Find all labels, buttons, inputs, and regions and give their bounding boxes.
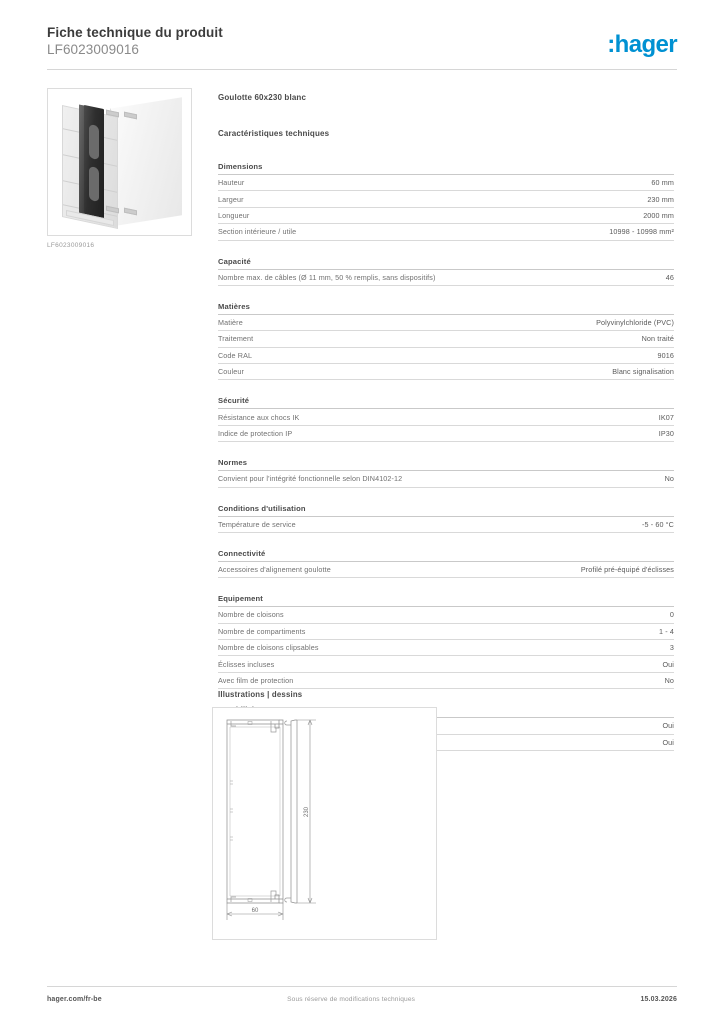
product-reference: LF6023009016 bbox=[47, 42, 140, 57]
dimension-label-width: 60 bbox=[251, 908, 259, 914]
spec-label: Code RAL bbox=[218, 350, 253, 360]
product-name: Goulotte 60x230 blanc bbox=[218, 93, 307, 102]
illustrations-title: Illustrations | dessins bbox=[218, 690, 303, 699]
spec-row bbox=[218, 517, 674, 533]
spec-value: Profilé pré-équipé d'éclisses bbox=[580, 565, 674, 575]
spec-row bbox=[218, 331, 674, 347]
spec-row bbox=[218, 607, 674, 623]
spec-value: 230 mm bbox=[647, 194, 674, 204]
product-photo-scene bbox=[48, 89, 191, 235]
spec-group bbox=[218, 396, 674, 442]
spec-label: Couleur bbox=[218, 367, 245, 377]
page-title: Fiche technique du produit bbox=[47, 25, 223, 40]
spec-row bbox=[218, 175, 674, 191]
spec-group-title: Conditions d'utilisation bbox=[218, 504, 674, 517]
footer-disclaimer: Sous réserve de modifications techniques bbox=[287, 996, 416, 1003]
spec-label: Hauteur bbox=[218, 178, 245, 188]
spec-group-title: Sécurité bbox=[218, 396, 674, 409]
spec-value: 0 bbox=[669, 610, 674, 620]
spec-row bbox=[218, 562, 674, 578]
spec-label: Accessoires d'alignement goulotte bbox=[218, 565, 331, 575]
spec-label: Traitement bbox=[218, 334, 254, 344]
header-divider bbox=[47, 69, 677, 70]
spec-row bbox=[218, 656, 674, 672]
spec-value: 9016 bbox=[657, 350, 674, 360]
specifications bbox=[218, 93, 674, 751]
page-header bbox=[47, 24, 677, 68]
spec-group bbox=[218, 458, 674, 487]
product-figure bbox=[47, 88, 192, 249]
spec-row bbox=[218, 426, 674, 442]
footer-divider bbox=[47, 986, 677, 987]
hager-logo: :hager bbox=[607, 31, 677, 58]
spec-value: 2000 mm bbox=[643, 210, 674, 220]
spec-label: Résistance aux chocs IK bbox=[218, 412, 300, 422]
spec-row bbox=[218, 348, 674, 364]
spec-row bbox=[218, 315, 674, 331]
spec-group-title: Normes bbox=[218, 458, 674, 471]
spec-value: 10998 - 10998 mm² bbox=[609, 227, 674, 237]
spec-groups-container bbox=[218, 162, 674, 751]
spec-group bbox=[218, 549, 674, 578]
spec-label: Nombre de cloisons bbox=[218, 610, 284, 620]
spec-value: Oui bbox=[662, 659, 674, 669]
spec-group bbox=[218, 594, 674, 689]
spec-label: Convient pour l'intégrité fonctionnelle selon DIN4102-12 bbox=[218, 474, 403, 484]
spec-label: Éclisses incluses bbox=[218, 659, 275, 669]
spec-value: No bbox=[664, 474, 674, 484]
specs-heading: Caractéristiques techniques bbox=[218, 129, 330, 138]
spec-row bbox=[218, 409, 674, 425]
spec-value: -5 - 60 °C bbox=[641, 519, 674, 529]
spec-label: Avec film de protection bbox=[218, 675, 294, 685]
spec-label: Longueur bbox=[218, 210, 250, 220]
spec-row bbox=[218, 364, 674, 380]
trunking-cover-panel bbox=[110, 97, 182, 226]
spec-label: Nombre max. de câbles (Ø 11 mm, 50 % remplis, sans dispositifs) bbox=[218, 272, 436, 282]
spec-group-title: Connectivité bbox=[218, 549, 674, 562]
spec-value: Non traité bbox=[641, 334, 674, 344]
spec-group-title: Capacité bbox=[218, 257, 674, 270]
spec-group-title: Matières bbox=[218, 302, 674, 315]
spec-label: Nombre de cloisons clipsables bbox=[218, 643, 319, 653]
spec-row bbox=[218, 640, 674, 656]
spec-group bbox=[218, 162, 674, 241]
spec-group bbox=[218, 257, 674, 286]
spec-label: Indice de protection IP bbox=[218, 428, 293, 438]
spec-label: Température de service bbox=[218, 519, 296, 529]
spec-value: 46 bbox=[665, 272, 674, 282]
spec-label: Largeur bbox=[218, 194, 244, 204]
spec-label: Matière bbox=[218, 318, 243, 328]
technical-drawing bbox=[212, 707, 437, 940]
spec-group-title: Dimensions bbox=[218, 162, 674, 175]
spec-value: No bbox=[664, 675, 674, 685]
spec-value: 3 bbox=[669, 643, 674, 653]
spec-value: IK07 bbox=[658, 412, 674, 422]
spec-value: Oui bbox=[662, 721, 674, 731]
spec-group bbox=[218, 504, 674, 533]
product-photo bbox=[47, 88, 192, 236]
spec-value: 1 - 4 bbox=[659, 626, 674, 636]
spec-row bbox=[218, 270, 674, 286]
spec-group bbox=[218, 302, 674, 381]
page-footer bbox=[47, 996, 677, 1003]
spec-row bbox=[218, 471, 674, 487]
spec-row bbox=[218, 224, 674, 240]
product-photo-caption: LF6023009016 bbox=[47, 242, 95, 249]
footer-website[interactable]: hager.com/fr-be bbox=[47, 996, 102, 1003]
spec-row bbox=[218, 673, 674, 689]
spec-label: Nombre de compartiments bbox=[218, 626, 306, 636]
spec-value: Polyvinylchloride (PVC) bbox=[596, 318, 674, 328]
spec-row bbox=[218, 208, 674, 224]
spec-group-title: Equipement bbox=[218, 594, 674, 607]
footer-date: 15.03.2026 bbox=[640, 996, 677, 1003]
spec-row bbox=[218, 191, 674, 207]
spec-row bbox=[218, 624, 674, 640]
technical-drawing-svg bbox=[213, 708, 436, 939]
dimension-label-height: 230 bbox=[304, 806, 310, 818]
spec-value: IP30 bbox=[658, 428, 674, 438]
trunking-dark-insert bbox=[84, 105, 104, 221]
spec-value: 60 mm bbox=[651, 178, 674, 188]
spec-label: Section intérieure / utile bbox=[218, 227, 297, 237]
spec-value: Oui bbox=[662, 737, 674, 747]
spec-value: Blanc signalisation bbox=[612, 367, 674, 377]
